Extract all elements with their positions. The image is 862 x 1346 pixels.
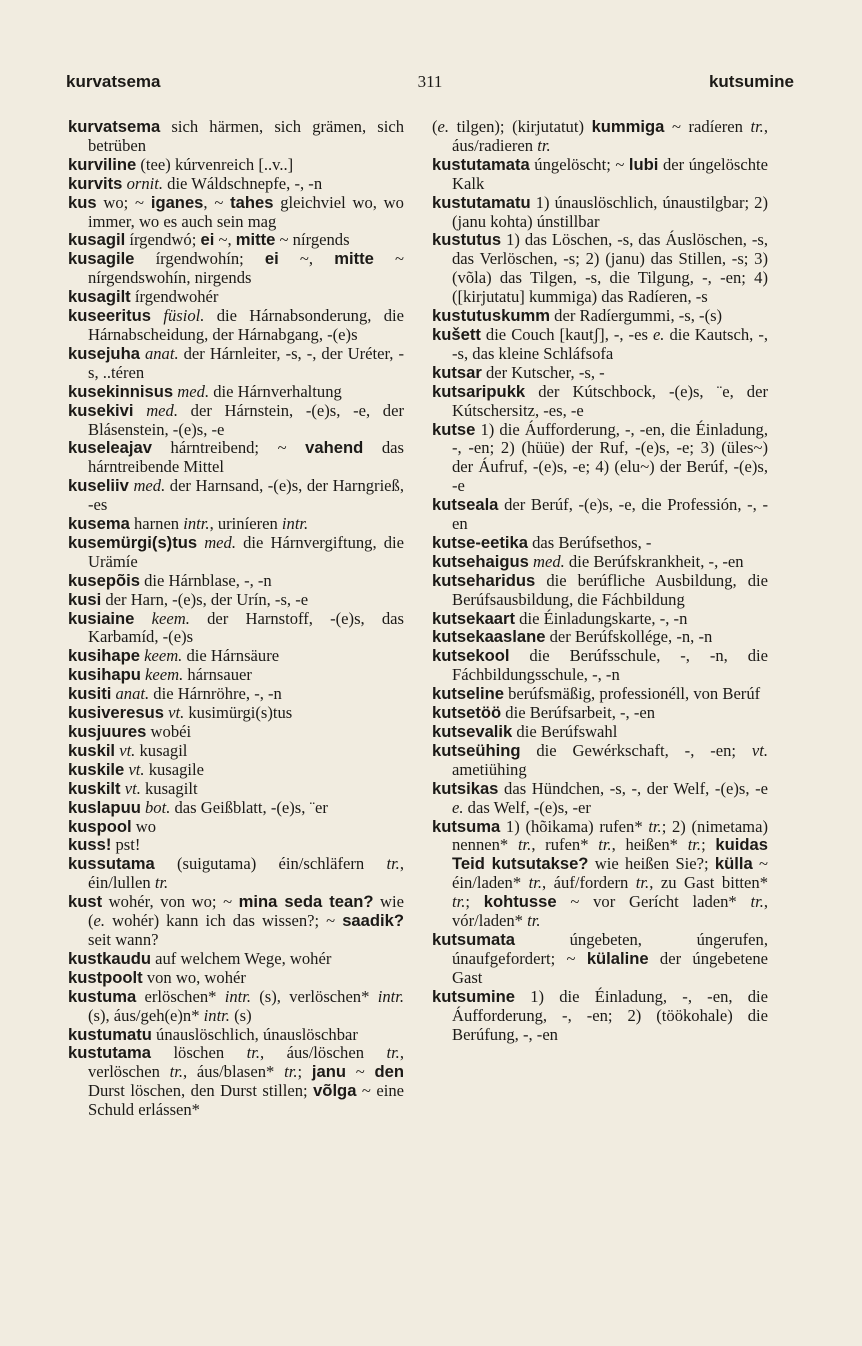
entry-text: hárntreibend; ~ — [151, 438, 306, 458]
header-right-guideword: kutsumine — [708, 72, 794, 91]
entry-headword: kutseühing — [432, 740, 521, 760]
entry-label: keem. — [144, 646, 183, 666]
entry-text: , vór/laden* — [452, 892, 769, 931]
dictionary-entry — [68, 950, 404, 969]
entry-headword: kuskile — [68, 759, 125, 779]
dictionary-entry — [68, 307, 404, 345]
dictionary-entry — [68, 988, 404, 1026]
entry-text: ~ radíeren — [664, 117, 751, 136]
entry-headword: vahend — [305, 438, 364, 458]
dictionary-entry — [432, 572, 768, 610]
entry-text: (suigutama) éin/schläfern — [154, 854, 387, 874]
dictionary-entry — [432, 704, 768, 723]
entry-text: kusagil — [135, 740, 188, 760]
entry-text: die Wáldschnepfe, -, -n — [163, 173, 323, 193]
dictionary-entry — [68, 572, 404, 591]
dictionary-entry — [432, 818, 768, 931]
entry-label: med. — [146, 400, 178, 420]
entry-text: der úngebetene Gast — [452, 948, 768, 987]
entry-headword: kusagil — [68, 230, 126, 250]
dictionary-entry — [432, 647, 768, 685]
entry-headword: kutsehaigus — [432, 551, 529, 571]
entry-headword: kutsaripukk — [432, 381, 526, 401]
left-column — [68, 118, 404, 1120]
right-column — [432, 118, 768, 1044]
entry-text: wie heißen Sie?; — [588, 854, 715, 874]
entry-label: vt. — [168, 703, 185, 723]
entry-label: tr. — [452, 892, 466, 912]
entry-label: med. — [204, 532, 236, 552]
entry-label: intr. — [281, 514, 309, 534]
dictionary-entry — [432, 194, 768, 232]
dictionary-entry — [68, 383, 404, 402]
entry-label: e. — [93, 911, 106, 931]
entry-headword: kustutus — [432, 230, 502, 250]
entry-text: die Gewérkschaft, -, -en; — [520, 740, 752, 760]
entry-text: auf welchem Wege, wohér — [151, 948, 332, 968]
entry-text: Durst löschen, den Durst stillen; — [88, 1081, 314, 1101]
entry-label: ornit. — [126, 173, 163, 193]
entry-text: ; — [465, 892, 484, 912]
entry-headword: kutseala — [432, 495, 499, 515]
entry-text: ~ eine Schuld erlássen* — [88, 1081, 404, 1120]
entry-label: tr. — [386, 1043, 400, 1063]
entry-label: e. — [437, 117, 450, 136]
entry-text: wo; ~ — [96, 192, 151, 212]
entry-headword: kusema — [68, 514, 130, 534]
entry-text: kusagile — [144, 759, 205, 779]
entry-headword: kuseliiv — [68, 476, 129, 496]
entry-headword: kuseleajav — [68, 438, 152, 458]
dictionary-entry — [432, 364, 768, 383]
entry-headword: kurvits — [68, 173, 123, 193]
entry-label: e. — [652, 324, 665, 344]
dictionary-entry — [68, 477, 404, 515]
entry-text: ~ nírgendswohín, nirgends — [88, 249, 404, 288]
entry-headword: kustpoolt — [68, 967, 143, 987]
entry-text: die Berúfsarbeit, -, -en — [501, 703, 656, 723]
entry-text: , zu Gast bitten* — [649, 873, 769, 893]
entry-headword: kusi — [68, 589, 102, 609]
entry-label: vt. — [124, 778, 141, 798]
entry-label: e. — [452, 797, 464, 817]
dictionary-entry — [68, 893, 404, 950]
entry-headword: kutsevalik — [432, 722, 513, 741]
entry-headword: kuslapuu — [68, 797, 141, 817]
entry-headword: kurvatsema — [68, 117, 161, 136]
entry-text: ~ éin/laden* — [452, 854, 768, 893]
entry-headword: kutsar — [432, 362, 482, 382]
dictionary-entry — [68, 780, 404, 799]
entry-label: med. — [177, 381, 210, 401]
entry-text: ( — [432, 117, 438, 136]
dictionary-entry — [432, 496, 768, 534]
entry-text: die Berúfsschule, -, -n, die Fáchbildungsschule, -, -n — [452, 646, 768, 685]
dictionary-entry — [68, 761, 404, 780]
entry-headword: kustutamatu — [432, 192, 531, 212]
entry-headword: kust — [68, 892, 103, 912]
dictionary-entry — [68, 742, 404, 761]
entry-text: die Hárnsäure — [182, 646, 280, 666]
entry-text — [151, 306, 163, 325]
dictionary-entry — [68, 799, 404, 818]
entry-text: gleichviel wo, wo immer, wo es auch sein mag — [88, 192, 404, 231]
dictionary-entry — [68, 231, 404, 250]
entry-text: der úngelöschte Kalk — [452, 154, 768, 193]
entry-text: wie ( — [88, 892, 405, 931]
entry-text: , uriníeren — [209, 514, 282, 534]
entry-label: med. — [532, 551, 565, 571]
entry-label: tr. — [517, 835, 532, 855]
dictionary-entry — [68, 836, 404, 855]
entry-text: ; — [701, 835, 716, 855]
dictionary-entry — [432, 383, 768, 421]
dictionary-entry — [432, 534, 768, 553]
entry-label: tr. — [687, 835, 702, 855]
entry-headword: kusihape — [68, 646, 140, 666]
entry-text: , áuf/fordern — [542, 873, 636, 893]
entry-text: der Berúfskollége, -n, -n — [545, 627, 713, 647]
dictionary-entry — [432, 988, 768, 1045]
entry-text: kusagilt — [140, 778, 198, 798]
entry-text: úngelöscht; ~ — [529, 154, 629, 174]
entry-headword: janu — [311, 1062, 346, 1082]
entry-headword: kustuma — [68, 986, 137, 1006]
entry-text: ~ nírgends — [275, 230, 350, 250]
entry-label: intr. — [183, 514, 210, 534]
entry-label: vt. — [119, 740, 136, 760]
entry-headword: kurviline — [68, 154, 137, 174]
entry-label: intr. — [203, 1005, 230, 1025]
entry-text: die Berúfswahl — [512, 722, 618, 741]
header-left-guideword: kurvatsema — [66, 72, 161, 91]
entry-label: vt. — [751, 740, 768, 760]
entry-headword: kustutuskumm — [432, 306, 551, 326]
entry-text: seit wann? — [88, 929, 159, 949]
entry-text: harnen — [129, 514, 184, 534]
entry-headword: kutsekool — [432, 646, 510, 666]
entry-text: , áus/löschen — [259, 1043, 387, 1063]
entry-headword: kus — [68, 192, 97, 212]
entry-headword: kuspool — [68, 816, 132, 836]
dictionary-entry — [432, 156, 768, 194]
dictionary-entry — [68, 175, 404, 194]
dictionary-entry — [68, 723, 404, 742]
entry-text: die Hárnabsonderung, die Hárnabscheidung, der Hárnabgang, -(e)s — [88, 306, 404, 344]
entry-text: , verlöschen — [88, 1043, 404, 1082]
entry-headword: kummiga — [591, 117, 665, 136]
entry-label: keem. — [151, 608, 190, 628]
entry-text: írgendwohér — [130, 287, 219, 307]
entry-label: intr. — [224, 986, 251, 1006]
entry-text: das Hündchen, -s, -, der Welf, -(e)s, -e — [498, 778, 768, 798]
dictionary-entry — [68, 1026, 404, 1045]
entry-headword: võlga — [313, 1081, 357, 1101]
entry-text: der Harn, -(e)s, der Urín, -s, -e — [101, 589, 309, 609]
entry-headword: mitte — [334, 249, 374, 269]
entry-text: , heißen* — [611, 835, 688, 855]
entry-label: tr. — [246, 1043, 260, 1063]
entry-text: der Harnsand, -(e)s, der Harngrieß, -es — [88, 476, 404, 515]
entry-text: únauslöschlich, únauslöschbar — [151, 1024, 358, 1044]
entry-headword: kusagilt — [68, 287, 131, 307]
entry-label: med. — [133, 476, 166, 496]
entry-text: wobéi — [146, 722, 192, 741]
entry-text: ametiühing — [452, 759, 527, 779]
dictionary-entry — [68, 288, 404, 307]
entry-text — [134, 609, 151, 628]
entry-headword: kutseharidus — [432, 570, 536, 590]
entry-label: tr. — [750, 117, 764, 136]
entry-headword: kussutama — [68, 854, 155, 874]
dictionary-entry — [432, 231, 768, 307]
entry-text: ; 2) (nimetama) nennen* — [452, 816, 768, 855]
entry-text: , rufen* — [531, 835, 599, 855]
entry-headword: kutsetöö — [432, 703, 502, 723]
running-header — [66, 72, 794, 98]
entry-headword: kusagile — [68, 249, 135, 269]
dictionary-entry — [68, 1044, 404, 1120]
entry-text: ~ — [346, 1062, 375, 1082]
entry-headword: kusihapu — [68, 665, 141, 685]
dictionary-entry — [432, 628, 768, 647]
dictionary-entry — [68, 118, 404, 156]
entry-headword: kutseline — [432, 684, 504, 704]
entry-text: ~ vor Gerícht laden* — [556, 892, 751, 912]
entry-text: der Harnstoff, -(e)s, das Karbamíd, -(e)s — [88, 608, 404, 647]
entry-headword: kusekivi — [68, 400, 134, 420]
entry-headword: kutsikas — [432, 778, 499, 798]
dictionary-entry — [432, 931, 768, 988]
entry-headword: saadik? — [342, 911, 404, 931]
entry-text: (s) — [229, 1005, 252, 1025]
entry-headword: kušett — [432, 324, 481, 344]
dictionary-entry — [68, 515, 404, 534]
entry-label: vt. — [128, 759, 145, 779]
entry-headword: kuskil — [68, 740, 116, 760]
entry-text: , áus/radieren — [452, 117, 768, 155]
entry-headword: mina seda tean? — [238, 892, 374, 912]
dictionary-entry — [432, 307, 768, 326]
entry-text: úngebeten, úngerufen, únaufgefordert; ~ — [452, 929, 768, 968]
entry-text: die berúfliche Ausbildung, die Berúfsausbildung, die Fáchbildung — [452, 570, 768, 609]
entry-text: der Kútschbock, -(e)s, ¨e, der Kútschersitz, -es, -e — [452, 381, 768, 420]
entry-label: tr. — [537, 135, 551, 155]
dictionary-entry — [68, 591, 404, 610]
entry-text: die Hárnverhaltung — [209, 381, 342, 401]
entry-text: írgendwohín; — [134, 249, 265, 269]
dictionary-entry — [68, 534, 404, 572]
entry-text: (s), verlöschen* — [251, 986, 378, 1006]
entry-headword: kohtusse — [483, 892, 557, 912]
entry-headword: kustutamata — [432, 154, 530, 174]
entry-text: von wo, wohér — [142, 967, 246, 987]
entry-headword: den — [374, 1062, 404, 1082]
entry-text: sich härmen, sich grämen, sich betrüben — [88, 117, 404, 155]
dictionary-entry — [68, 156, 404, 175]
entry-headword: kustkaudu — [68, 948, 151, 968]
entry-text: ; — [297, 1062, 312, 1082]
dictionary-entry — [432, 723, 768, 742]
dictionary-entry — [68, 194, 404, 232]
entry-text: tilgen); (kirjutatut) — [449, 117, 592, 136]
entry-text: die Kautsch, -, -s, das kleine Schláfsofa — [452, 324, 768, 363]
entry-text: die Berúfskrankheit, -, -en — [564, 551, 744, 571]
entry-headword: kusemürgi(s)tus — [68, 532, 198, 552]
entry-headword: kusiti — [68, 684, 112, 704]
entry-text: kusimürgi(s)tus — [184, 703, 293, 723]
entry-headword: kuseeritus — [68, 306, 152, 326]
entry-text: der Kutscher, -s, - — [481, 362, 605, 382]
entry-label: tr. — [527, 911, 541, 931]
entry-text: ~, — [278, 249, 335, 269]
dictionary-entry — [68, 610, 404, 648]
page-number: 311 — [417, 72, 443, 91]
dictionary-entry — [68, 685, 404, 704]
entry-headword: kustutama — [68, 1043, 151, 1063]
entry-headword: kutse-eetika — [432, 532, 528, 552]
entry-text: hárnsauer — [183, 665, 252, 685]
entry-text: (tee) kúrvenreich [..v..] — [136, 154, 294, 174]
entry-label: tr. — [284, 1062, 298, 1082]
entry-headword: külla — [714, 854, 753, 874]
dictionary-entry — [432, 421, 768, 497]
dictionary-entry — [68, 345, 404, 383]
entry-label: anat. — [144, 343, 179, 363]
entry-headword: iganes — [150, 192, 204, 212]
entry-text: erlöschen* — [136, 986, 225, 1006]
entry-headword: kuskilt — [68, 778, 121, 798]
entry-text: wo — [131, 816, 157, 836]
entry-headword: tahes — [230, 192, 274, 212]
entry-headword: kusjuures — [68, 722, 147, 741]
entry-label: tr. — [169, 1062, 184, 1082]
entry-text: die Éinladungskarte, -, -n — [515, 608, 688, 628]
dictionary-entry — [68, 647, 404, 666]
entry-headword: kusekinnisus — [68, 381, 174, 401]
entry-text: 1) (hõikama) rufen* — [500, 816, 649, 836]
dictionary-entry — [432, 780, 768, 818]
dictionary-entry — [68, 439, 404, 477]
dictionary-entry — [68, 250, 404, 288]
entry-text: der Berúf, -(e)s, -e, die Professión, -, -en — [452, 495, 768, 534]
entry-headword: külaline — [586, 948, 649, 968]
entry-text: die Couch [kautʃ], -, -es — [480, 324, 653, 344]
entry-label: tr. — [635, 873, 650, 893]
entry-text: das Geißblatt, -(e)s, ¨er — [170, 797, 328, 817]
entry-text: die Hárnblase, -, -n — [139, 570, 272, 590]
dictionary-entry — [432, 685, 768, 704]
entry-text: das hárntreibende Mittel — [88, 438, 404, 477]
entry-label: tr. — [598, 835, 612, 855]
entry-headword: kusepõis — [68, 570, 140, 590]
entry-text: ~, — [214, 230, 236, 250]
entry-text: pst! — [111, 835, 141, 855]
entry-headword: kuidas Teid kutsutakse? — [452, 835, 768, 874]
entry-text: die Hárnvergiftung, die Urämíe — [88, 532, 404, 571]
dictionary-entry — [432, 118, 768, 156]
entry-headword: kutsekaart — [432, 608, 516, 628]
dictionary-entry — [68, 969, 404, 988]
entry-text: wohér, von wo; ~ — [102, 892, 239, 912]
entry-headword: lubi — [628, 154, 659, 174]
entry-text: 1) die Áufforderung, -, -en, die Éinladung, -, -en; 2) (hüüe) der Ruf, -(e)s, -e; 3) (üles~) der Áufruf, -(e)s, -e; 4) (elu~) der Berúf, -(e)s, -e — [452, 419, 768, 496]
entry-text: 1) únauslöschlich, únaustilgbar; 2) (janu kohta) únstillbar — [452, 192, 768, 231]
entry-text — [134, 401, 147, 420]
entry-label: keem. — [145, 665, 184, 685]
entry-label: tr. — [386, 854, 400, 874]
entry-headword: kustumatu — [68, 1024, 152, 1044]
entry-text: 1) das Löschen, -s, das Áuslöschen, -s, das Verlöschen, -s; 2) (janu) das Stillen, -s; 3) (võla) das Tilgen, -s, die Tilgung, -, -en; 4) ([kirjutatu] kummiga) das Radíeren, -s — [452, 230, 768, 307]
dictionary-entry — [68, 666, 404, 685]
entry-headword: kutsumine — [432, 986, 515, 1006]
entry-text: das Welf, -(e)s, -er — [463, 797, 591, 817]
entry-text: 1) die Éinladung, -, -en, die Áufforderung, -, -en; 2) (töökohale) die Berúfung, -, -en — [452, 986, 768, 1044]
dictionary-entry — [432, 742, 768, 780]
entry-text: , éin/lullen — [88, 854, 404, 893]
entry-headword: ei — [200, 230, 215, 250]
entry-headword: ei — [264, 249, 279, 269]
entry-text: , ~ — [203, 192, 231, 212]
entry-text: löschen — [151, 1043, 247, 1063]
entry-label: bot. — [145, 797, 171, 817]
entry-text: (s), áus/geh(e)n* — [88, 1005, 204, 1025]
entry-headword: kusejuha — [68, 343, 140, 363]
dictionary-entry — [432, 610, 768, 629]
entry-headword: kutsekaaslane — [432, 627, 546, 647]
dictionary-entry — [68, 818, 404, 837]
entry-headword: kuss! — [68, 835, 112, 855]
entry-text: írgendwó; — [125, 230, 201, 250]
entry-text: der Hárnstein, -(e)s, -e, der Blásenstein, -(e)s, -e — [88, 400, 404, 439]
entry-label: füsiol. — [163, 306, 205, 326]
dictionary-entry — [432, 326, 768, 364]
entry-text: wohér) kann ich das wissen?; ~ — [105, 911, 343, 931]
entry-headword: kutse — [432, 419, 476, 439]
entry-label: tr. — [528, 873, 543, 893]
entry-text: , áus/blasen* — [183, 1062, 285, 1082]
entry-headword: kusiaine — [68, 608, 135, 628]
entry-label: tr. — [154, 873, 169, 893]
entry-text: berúfsmäßig, professionéll, von Berúf — [503, 684, 761, 704]
entry-label: anat. — [115, 684, 150, 704]
dictionary-entry — [68, 402, 404, 440]
dictionary-entry — [68, 704, 404, 723]
entry-label: intr. — [377, 986, 404, 1006]
entry-text: der Radíergummi, -s, -(s) — [550, 306, 723, 326]
entry-text: die Hárnröhre, -, -n — [149, 684, 282, 704]
entry-headword: kusiveresus — [68, 703, 164, 723]
entry-headword: kutsumata — [432, 929, 515, 949]
entry-label: tr. — [648, 816, 662, 836]
entry-text: der Hárnleiter, -s, -, der Uréter, -s, ..téren — [88, 343, 404, 382]
entry-headword: kutsuma — [432, 816, 501, 836]
entry-headword: mitte — [235, 230, 276, 250]
dictionary-entry — [68, 855, 404, 893]
dictionary-entry — [432, 553, 768, 572]
entry-label: tr. — [750, 892, 764, 912]
entry-text: das Berúfsethos, - — [527, 532, 652, 552]
